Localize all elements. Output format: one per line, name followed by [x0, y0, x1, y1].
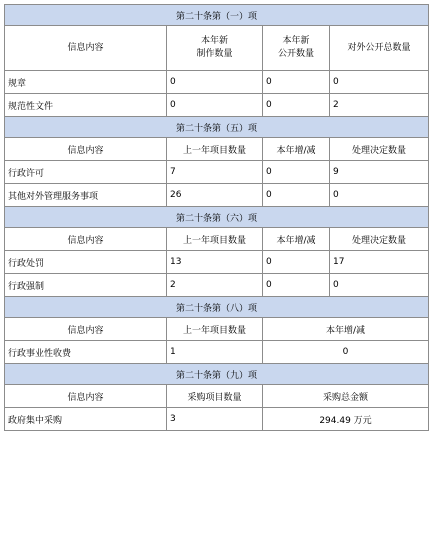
table-cell: 行政许可 [5, 161, 167, 184]
table-cell: 0 [263, 161, 330, 184]
table-row [5, 71, 429, 94]
table-row [5, 94, 429, 117]
section-header-row [5, 117, 429, 138]
table-cell: 3 [167, 408, 263, 431]
table-row [5, 184, 429, 207]
column-header: 信息内容 [5, 228, 167, 251]
table-cell: 2 [167, 274, 263, 297]
table-cell: 规章 [5, 71, 167, 94]
table-row [5, 251, 429, 274]
column-header: 上一年项目数量 [167, 228, 263, 251]
table-cell: 0 [263, 71, 330, 94]
column-header: 本年新 制作数量 [167, 26, 263, 71]
column-header: 对外公开总数量 [330, 26, 429, 71]
column-header-row [5, 26, 429, 71]
section-title: 第二十条第（一）项 [5, 5, 429, 26]
section-title: 第二十条第（五）项 [5, 117, 429, 138]
disclosure-statistics-table [4, 4, 429, 431]
table-cell: 0 [167, 94, 263, 117]
table-cell: 0 [263, 184, 330, 207]
table-cell: 9 [330, 161, 429, 184]
table-cell: 政府集中采购 [5, 408, 167, 431]
table-cell: 13 [167, 251, 263, 274]
table-cell: 2 [330, 94, 429, 117]
table-cell: 0 [330, 71, 429, 94]
table-cell: 行政事业性收费 [5, 341, 167, 364]
table-row [5, 274, 429, 297]
section-title: 第二十条第（六）项 [5, 207, 429, 228]
table-cell: 行政强制 [5, 274, 167, 297]
table-cell: 294.49 万元 [263, 408, 429, 431]
column-header: 处理决定数量 [330, 228, 429, 251]
table-cell: 0 [263, 274, 330, 297]
table-cell: 规范性文件 [5, 94, 167, 117]
column-header-row [5, 385, 429, 408]
column-header: 信息内容 [5, 385, 167, 408]
column-header: 上一年项目数量 [167, 138, 263, 161]
column-header-row [5, 318, 429, 341]
table-cell: 0 [263, 94, 330, 117]
table-cell: 17 [330, 251, 429, 274]
table-cell: 0 [330, 274, 429, 297]
column-header: 采购总金额 [263, 385, 429, 408]
table-cell: 0 [167, 71, 263, 94]
column-header: 本年新 公开数量 [263, 26, 330, 71]
column-header-row [5, 228, 429, 251]
table-cell: 7 [167, 161, 263, 184]
column-header: 本年增/减 [263, 228, 330, 251]
table-row [5, 408, 429, 431]
section-header-row [5, 5, 429, 26]
column-header: 处理决定数量 [330, 138, 429, 161]
table-cell: 行政处罚 [5, 251, 167, 274]
column-header: 信息内容 [5, 318, 167, 341]
table-row [5, 341, 429, 364]
column-header: 本年增/减 [263, 318, 429, 341]
section-title: 第二十条第（九）项 [5, 364, 429, 385]
table-cell: 0 [263, 251, 330, 274]
section-header-row [5, 207, 429, 228]
section-title: 第二十条第（八）项 [5, 297, 429, 318]
table-row [5, 161, 429, 184]
table-cell: 1 [167, 341, 263, 364]
table-cell: 0 [330, 184, 429, 207]
column-header-row [5, 138, 429, 161]
column-header: 上一年项目数量 [167, 318, 263, 341]
column-header: 采购项目数量 [167, 385, 263, 408]
column-header: 本年增/减 [263, 138, 330, 161]
table-cell: 其他对外管理服务事项 [5, 184, 167, 207]
column-header: 信息内容 [5, 138, 167, 161]
column-header: 信息内容 [5, 26, 167, 71]
table-cell: 26 [167, 184, 263, 207]
section-header-row [5, 364, 429, 385]
table-cell: 0 [263, 341, 429, 364]
section-header-row [5, 297, 429, 318]
